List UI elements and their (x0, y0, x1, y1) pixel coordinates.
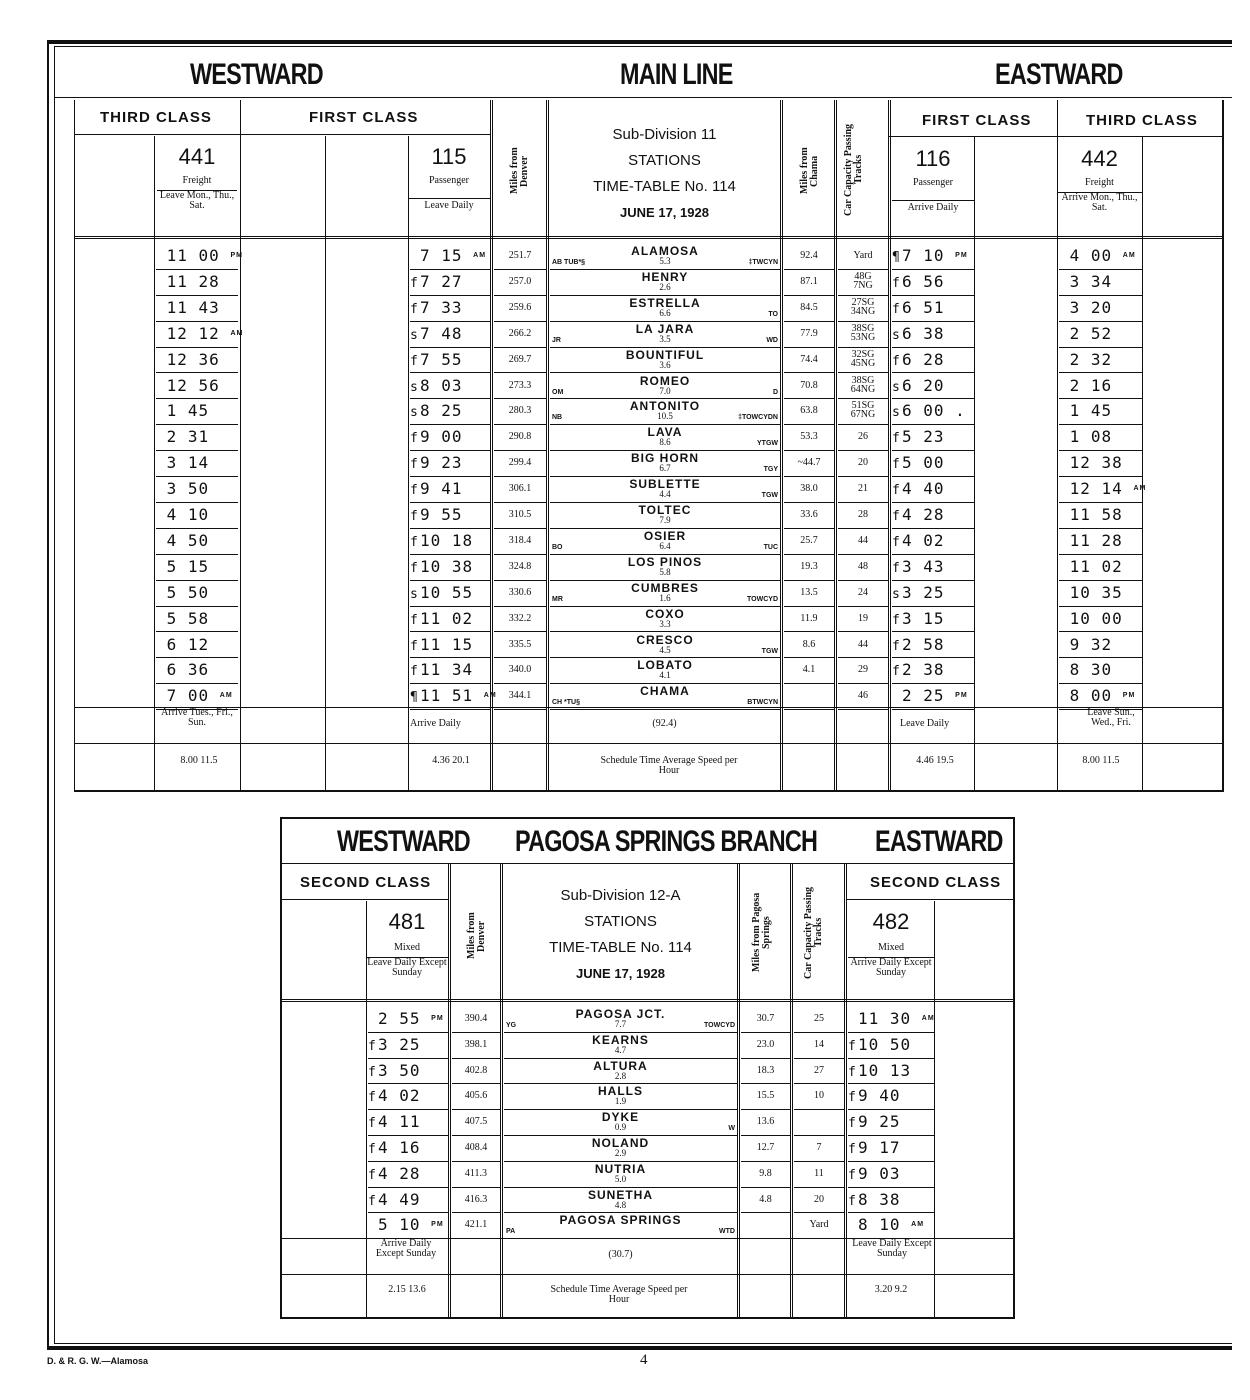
time-441: 5 15 (156, 554, 238, 581)
time-442: 12 14 $^{AM}$ (1059, 476, 1142, 503)
miles-from-denver: 273.3 (494, 373, 546, 400)
time-481: f3 25 (368, 1032, 448, 1059)
station-cell: AB TUB*§ ALAMOSA 5.3 ‡TWCYN (550, 243, 780, 270)
branch-row-noland (282, 1135, 1013, 1161)
miles-from-chama: 38.0 (784, 476, 834, 503)
car-capacity: 48G 7NG (838, 269, 888, 296)
miles-from-denver: 390.4 (452, 1006, 500, 1033)
station-cell: LAVA 8.6 YTGW (550, 424, 780, 451)
station-row-chama (74, 683, 1224, 709)
station-cell: CH *TU§ CHAMA BTWCYN (550, 683, 780, 710)
hrule (1057, 136, 1224, 137)
station-row-bountiful (74, 347, 1224, 373)
car-capacity: 27 (794, 1058, 844, 1085)
time-115: s8 25 (410, 398, 490, 425)
hrule (846, 899, 1014, 900)
miles-from-chama: 63.8 (784, 398, 834, 425)
station-row-big-horn (74, 450, 1224, 476)
time-441: 12 12 $^{AM}$ (156, 321, 238, 348)
branch-row-kearns (282, 1032, 1013, 1058)
miles-from-denver-label: Miles from Denver (509, 147, 530, 195)
time-482: f9 40 (848, 1083, 934, 1110)
miles-from-chama: 8.6 (784, 632, 834, 659)
miles-from-chama: ~44.7 (784, 450, 834, 477)
miles-from-pagosa: 4.8 (741, 1187, 790, 1214)
miles-from-denver: 324.8 (494, 554, 546, 581)
car-capacity (794, 1109, 844, 1136)
miles-from-pagosa-label: Miles from Pagosa Springs (751, 892, 772, 973)
station-row-los-pinos (74, 554, 1224, 580)
branch-sched-label: Schedule Time Average Speed per Hour (550, 1284, 688, 1305)
time-116: f6 51 (892, 295, 974, 322)
time-115: f11 34 (410, 657, 490, 684)
station-row-toltec (74, 502, 1224, 528)
time-115: f11 02 (410, 606, 490, 633)
time-441: 3 50 (156, 476, 238, 503)
miles-from-pagosa (741, 1212, 790, 1239)
main-first-class-west: FIRST CLASS (309, 109, 419, 126)
miles-from-chama: 74.4 (784, 347, 834, 374)
station-cell: COXO 3.3 (550, 606, 780, 633)
time-442: 10 00 (1059, 606, 1142, 633)
time-115: f7 27 (410, 269, 490, 296)
miles-from-denver: 251.7 (494, 243, 546, 270)
time-481: f4 16 (368, 1135, 448, 1162)
miles-from-pagosa: 30.7 (741, 1006, 790, 1033)
miles-from-denver: 411.3 (452, 1161, 500, 1188)
time-116: 2 25 $^{PM}$ (892, 683, 974, 710)
railroad-footer: D. & R. G. W.—Alamosa (47, 1356, 149, 1366)
time-116: f2 58 (892, 632, 974, 659)
station-cell: NOLAND 2.9 (504, 1135, 737, 1162)
miles-from-denver: 407.5 (452, 1109, 500, 1136)
car-capacity-label: Car Capacity Passing Tracks (843, 123, 864, 216)
miles-from-denver: 318.4 (494, 528, 546, 555)
miles-from-denver: 332.2 (494, 606, 546, 633)
miles-from-denver: 340.0 (494, 657, 546, 684)
car-capacity: 26 (838, 424, 888, 451)
car-capacity: 14 (794, 1032, 844, 1059)
hrule (282, 899, 448, 900)
car-capacity: 44 (838, 632, 888, 659)
time-115: f9 55 (410, 502, 490, 529)
main-third-class-east: THIRD CLASS (1086, 112, 1198, 129)
time-115: f9 00 (410, 424, 490, 451)
main-westward-title: WESTWARD (190, 58, 323, 91)
branch-eastward-title: EASTWARD (875, 825, 1003, 858)
car-capacity: 27SG 34NG (838, 295, 888, 322)
miles-from-denver: 405.6 (452, 1083, 500, 1110)
station-cell: BOUNTIFUL 3.6 (550, 347, 780, 374)
time-442: 3 20 (1059, 295, 1142, 322)
main-title-rule (54, 97, 1232, 98)
station-row-henry (74, 269, 1224, 295)
car-capacity: 51SG 67NG (838, 398, 888, 425)
miles-from-denver: 398.1 (452, 1032, 500, 1059)
station-cell: CRESCO 4.5 TGW (550, 632, 780, 659)
miles-from-pagosa: 23.0 (741, 1032, 790, 1059)
station-cell: LOS PINOS 5.8 (550, 554, 780, 581)
time-481: f4 02 (368, 1083, 448, 1110)
station-cell: HALLS 1.9 (504, 1083, 737, 1110)
pagosa-branch-timetable (280, 817, 1015, 1319)
station-row-lobato (74, 657, 1224, 683)
time-442: 3 34 (1059, 269, 1142, 296)
branch-station-header: Sub-Division 12-A STATIONS TIME-TABLE No. 114 JUNE 17, 1928 (549, 887, 692, 981)
car-capacity: 20 (838, 450, 888, 477)
time-442: 11 02 (1059, 554, 1142, 581)
hrule (74, 134, 240, 135)
main-sched-441: 8.00 11.5 (180, 755, 218, 766)
time-116: s6 20 (892, 373, 974, 400)
miles-from-denver: 290.8 (494, 424, 546, 451)
miles-from-denver: 416.3 (452, 1187, 500, 1214)
time-115: ¶11 51 $^{AM}$ (410, 683, 490, 710)
time-442: 1 45 (1059, 398, 1142, 425)
car-capacity: 19 (838, 606, 888, 633)
time-441: 4 10 (156, 502, 238, 529)
miles-from-chama: 11.9 (784, 606, 834, 633)
station-row-osier (74, 528, 1224, 554)
time-482: f9 25 (848, 1109, 934, 1136)
miles-from-chama: 19.3 (784, 554, 834, 581)
time-481: 5 10 $^{PM}$ (368, 1212, 448, 1239)
time-441: 1 45 (156, 398, 238, 425)
time-115: f9 41 (410, 476, 490, 503)
time-441: 12 36 (156, 347, 238, 374)
miles-from-denver: 299.4 (494, 450, 546, 477)
time-481: f4 49 (368, 1187, 448, 1214)
branch-westward-title: WESTWARD (337, 825, 470, 858)
train-441-header: 441 Freight Leave Mon., Thu., Sat. (154, 144, 240, 211)
main-foot-442: Leave Sun., Wed., Fri. (1087, 707, 1135, 728)
hrule (240, 134, 490, 135)
time-482: 11 30 $^{AM}$ (848, 1006, 934, 1033)
branch-miles-denver-label: Miles from Denver (466, 912, 487, 960)
miles-from-chama: 25.7 (784, 528, 834, 555)
time-441: 2 31 (156, 424, 238, 451)
miles-from-denver: 259.6 (494, 295, 546, 322)
miles-from-chama: 84.5 (784, 295, 834, 322)
time-116: ¶7 10 $^{PM}$ (892, 243, 974, 270)
miles-from-denver: 310.5 (494, 502, 546, 529)
time-115: s8 03 (410, 373, 490, 400)
main-foot-total: (92.4) (652, 718, 677, 729)
miles-from-denver: 344.1 (494, 683, 546, 710)
station-cell: OM ROMEO 7.0 D (550, 373, 780, 400)
branch-sched-482: 3.20 9.2 (874, 1284, 908, 1295)
time-116: f2 38 (892, 657, 974, 684)
time-441: 11 28 (156, 269, 238, 296)
time-441: 3 14 (156, 450, 238, 477)
time-115: f7 33 (410, 295, 490, 322)
time-116: f3 43 (892, 554, 974, 581)
train-481-header: 481 Mixed Leave Daily Except Sunday (367, 909, 447, 978)
miles-from-denver: 280.3 (494, 398, 546, 425)
car-capacity: 38SG 64NG (838, 373, 888, 400)
car-capacity: 20 (794, 1187, 844, 1214)
branch-row-altura (282, 1058, 1013, 1084)
time-116: f4 28 (892, 502, 974, 529)
miles-from-pagosa: 15.5 (741, 1083, 790, 1110)
miles-from-denver: 266.2 (494, 321, 546, 348)
time-116: f6 28 (892, 347, 974, 374)
time-116: s3 25 (892, 580, 974, 607)
miles-from-denver: 408.4 (452, 1135, 500, 1162)
miles-from-chama: 4.1 (784, 657, 834, 684)
station-cell: NUTRIA 5.0 (504, 1161, 737, 1188)
branch-row-nutria (282, 1161, 1013, 1187)
station-cell: BO OSIER 6.4 TUC (550, 528, 780, 555)
main-header-rule (74, 236, 1224, 239)
branch-second-class-east: SECOND CLASS (870, 874, 1002, 891)
train-116-header: 116 Passenger Arrive Daily (892, 146, 974, 213)
miles-from-denver: 335.5 (494, 632, 546, 659)
time-442: 11 28 (1059, 528, 1142, 555)
main-foot-116: Leave Daily (900, 718, 950, 729)
miles-from-denver: 306.1 (494, 476, 546, 503)
time-441: 12 56 (156, 373, 238, 400)
page-number: 4 (640, 1352, 648, 1368)
main-line-timetable (74, 100, 1224, 792)
car-capacity: 48 (838, 554, 888, 581)
station-cell: DYKE 0.9 W (504, 1109, 737, 1136)
time-442: 2 52 (1059, 321, 1142, 348)
miles-from-chama: 53.3 (784, 424, 834, 451)
car-capacity: 11 (794, 1161, 844, 1188)
car-capacity: 10 (794, 1083, 844, 1110)
station-row-antonito (74, 398, 1224, 424)
station-cell: LOBATO 4.1 (550, 657, 780, 684)
time-442: 1 08 (1059, 424, 1142, 451)
time-116: s6 00 . (892, 398, 974, 425)
station-cell: YG PAGOSA JCT. 7.7 TOWCYD (504, 1006, 737, 1033)
car-capacity: 7 (794, 1135, 844, 1162)
time-482: 8 10 $^{AM}$ (848, 1212, 934, 1239)
train-115-header: 115 Passenger Leave Daily (408, 144, 490, 211)
car-capacity: 44 (838, 528, 888, 555)
miles-from-pagosa: 12.7 (741, 1135, 790, 1162)
branch-foot-482: Leave Daily Except Sunday (852, 1238, 932, 1259)
miles-from-denver: 257.0 (494, 269, 546, 296)
time-441: 6 36 (156, 657, 238, 684)
time-116: f4 40 (892, 476, 974, 503)
branch-foot-total: (30.7) (608, 1249, 633, 1260)
branch-sched-rule (282, 1274, 1013, 1275)
time-481: 2 55 $^{PM}$ (368, 1006, 448, 1033)
time-442: 4 00 $^{AM}$ (1059, 243, 1142, 270)
car-capacity: 29 (838, 657, 888, 684)
time-115: 7 15 $^{AM}$ (410, 243, 490, 270)
station-row-coxo (74, 606, 1224, 632)
train-442-header: 442 Freight Arrive Mon., Thu., Sat. (1057, 146, 1142, 213)
time-116: f5 00 (892, 450, 974, 477)
main-foot-115: Arrive Daily (410, 718, 461, 729)
time-115: f10 38 (410, 554, 490, 581)
main-first-class-east: FIRST CLASS (922, 112, 1032, 129)
main-sched-label: Schedule Time Average Speed per Hour (600, 755, 738, 776)
time-442: 2 32 (1059, 347, 1142, 374)
time-441: 5 50 (156, 580, 238, 607)
time-482: f8 38 (848, 1187, 934, 1214)
time-442: 11 58 (1059, 502, 1142, 529)
time-116: f5 23 (892, 424, 974, 451)
station-row-sublette (74, 476, 1224, 502)
station-cell: HENRY 2.6 (550, 269, 780, 296)
car-capacity: 21 (838, 476, 888, 503)
time-481: f4 11 (368, 1109, 448, 1136)
main-station-header: Sub-Division 11 STATIONS TIME-TABLE No. 114 JUNE 17, 1928 (593, 126, 736, 220)
station-cell: ESTRELLA 6.6 TO (550, 295, 780, 322)
branch-second-class-west: SECOND CLASS (300, 874, 432, 891)
time-442: 9 32 (1059, 632, 1142, 659)
station-cell: JR LA JARA 3.5 WD (550, 321, 780, 348)
miles-from-denver: 421.1 (452, 1212, 500, 1239)
miles-from-chama: 92.4 (784, 243, 834, 270)
miles-from-chama: 87.1 (784, 269, 834, 296)
branch-foot-481: Arrive Daily Except Sunday (375, 1238, 437, 1259)
main-third-class-west: THIRD CLASS (100, 109, 212, 126)
time-442: 12 38 (1059, 450, 1142, 477)
branch-header-rule (282, 999, 1013, 1002)
branch-row-pagosa-springs (282, 1212, 1013, 1238)
branch-row-halls (282, 1083, 1013, 1109)
hrule (888, 136, 1057, 137)
time-116: f3 15 (892, 606, 974, 633)
time-482: f10 13 (848, 1058, 934, 1085)
time-441: 4 50 (156, 528, 238, 555)
time-116: f6 56 (892, 269, 974, 296)
station-cell: SUBLETTE 4.4 TGW (550, 476, 780, 503)
car-capacity: 28 (838, 502, 888, 529)
station-row-estrella (74, 295, 1224, 321)
time-115: f7 55 (410, 347, 490, 374)
branch-sched-481: 2.15 13.6 (388, 1284, 426, 1295)
miles-from-denver: 269.7 (494, 347, 546, 374)
station-row-alamosa (74, 243, 1224, 269)
car-capacity: 32SG 45NG (838, 347, 888, 374)
time-115: s10 55 (410, 580, 490, 607)
branch-car-capacity-label: Car Capacity Passing Tracks (803, 886, 824, 979)
main-sched-rule (74, 743, 1224, 744)
main-footer-rule (74, 707, 1224, 708)
branch-row-dyke (282, 1109, 1013, 1135)
station-row-romeo (74, 373, 1224, 399)
time-442: 2 16 (1059, 373, 1142, 400)
main-sched-116: 4.46 19.5 (916, 755, 954, 766)
time-441: 6 12 (156, 632, 238, 659)
time-116: s6 38 (892, 321, 974, 348)
station-cell: KEARNS 4.7 (504, 1032, 737, 1059)
station-row-cumbres (74, 580, 1224, 606)
miles-from-chama: 13.5 (784, 580, 834, 607)
main-sched-115: 4.36 20.1 (432, 755, 470, 766)
time-441: 11 43 (156, 295, 238, 322)
station-cell: PA PAGOSA SPRINGS WTD (504, 1212, 737, 1239)
time-482: f9 17 (848, 1135, 934, 1162)
branch-title-rule (282, 863, 1013, 864)
car-capacity: Yard (838, 243, 888, 270)
miles-from-pagosa: 18.3 (741, 1058, 790, 1085)
main-line-title: MAIN LINE (620, 58, 733, 91)
branch-row-pagosa-jct- (282, 1006, 1013, 1032)
branch-row-sunetha (282, 1187, 1013, 1213)
main-foot-441: Arrive Tues., Fri., Sun. (161, 707, 233, 728)
miles-from-chama: 33.6 (784, 502, 834, 529)
time-115: f10 18 (410, 528, 490, 555)
station-row-cresco (74, 632, 1224, 658)
station-cell: TOLTEC 7.9 (550, 502, 780, 529)
car-capacity: 46 (838, 683, 888, 710)
branch-title: PAGOSA SPRINGS BRANCH (515, 825, 818, 858)
car-capacity: 24 (838, 580, 888, 607)
station-cell: NB ANTONITO 10.5 ‡TOWCYDN (550, 398, 780, 425)
station-cell: MR CUMBRES 1.6 TOWCYD (550, 580, 780, 607)
miles-from-chama-label: Miles from Chama (799, 147, 820, 195)
station-cell: BIG HORN 6.7 TGY (550, 450, 780, 477)
time-482: f9 03 (848, 1161, 934, 1188)
miles-from-pagosa: 13.6 (741, 1109, 790, 1136)
time-441: 5 58 (156, 606, 238, 633)
time-115: s7 48 (410, 321, 490, 348)
car-capacity: Yard (794, 1212, 844, 1239)
time-116: f4 02 (892, 528, 974, 555)
time-442: 10 35 (1059, 580, 1142, 607)
main-sched-442: 8.00 11.5 (1082, 755, 1120, 766)
main-eastward-title: EASTWARD (995, 58, 1123, 91)
time-481: f4 28 (368, 1161, 448, 1188)
miles-from-pagosa: 9.8 (741, 1161, 790, 1188)
time-441: 7 00 $^{AM}$ (156, 683, 238, 710)
time-442: 8 00 $^{PM}$ (1059, 683, 1142, 710)
time-115: f9 23 (410, 450, 490, 477)
time-442: 8 30 (1059, 657, 1142, 684)
miles-from-chama: 70.8 (784, 373, 834, 400)
train-482-header: 482 Mixed Arrive Daily Except Sunday (848, 909, 934, 978)
time-482: f10 50 (848, 1032, 934, 1059)
miles-from-denver: 330.6 (494, 580, 546, 607)
time-481: f3 50 (368, 1058, 448, 1085)
car-capacity: 38SG 53NG (838, 321, 888, 348)
station-cell: ALTURA 2.8 (504, 1058, 737, 1085)
time-441: 11 00 $^{PM}$ (156, 243, 238, 270)
station-cell: SUNETHA 4.8 (504, 1187, 737, 1214)
station-row-la-jara (74, 321, 1224, 347)
time-115: f11 15 (410, 632, 490, 659)
station-row-lava (74, 424, 1224, 450)
miles-from-denver: 402.8 (452, 1058, 500, 1085)
car-capacity: 25 (794, 1006, 844, 1033)
miles-from-chama: 77.9 (784, 321, 834, 348)
